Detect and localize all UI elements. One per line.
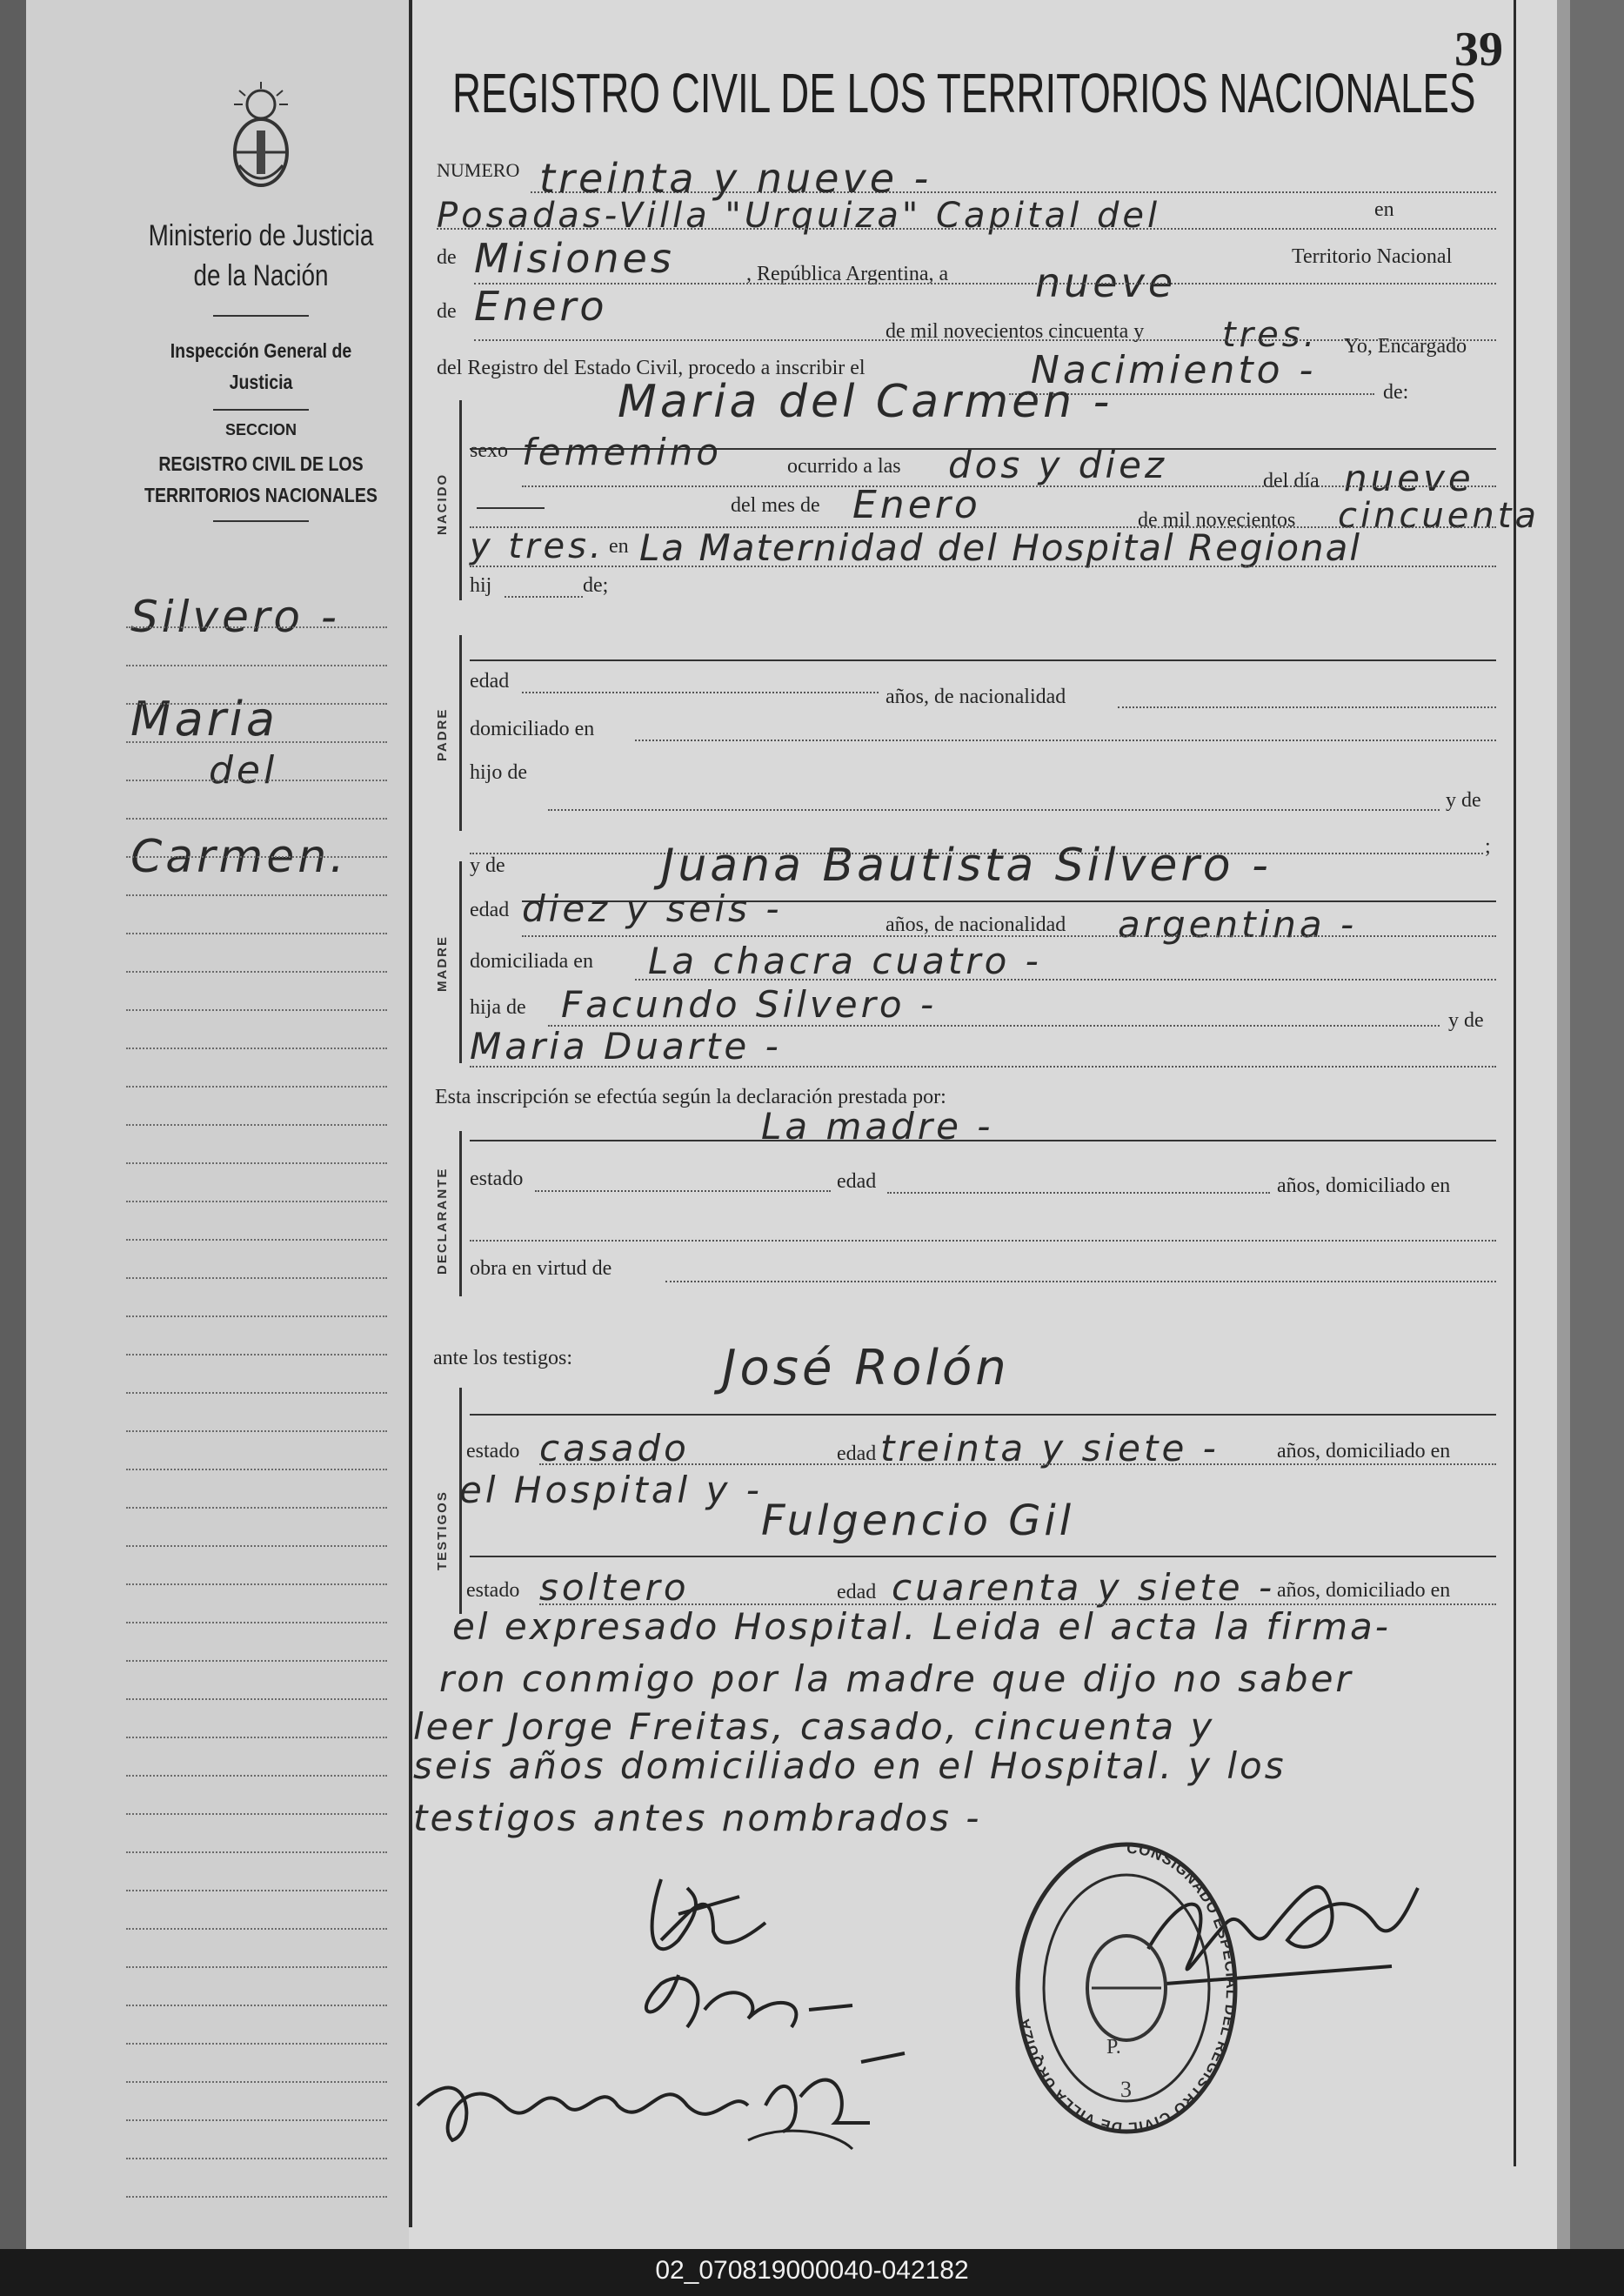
dotted-line	[635, 979, 1496, 981]
label-padre: PADRE	[435, 707, 450, 761]
note-line: ron conmigo por la madre que dijo no saber	[439, 1657, 1353, 1700]
section-bracket	[459, 400, 462, 600]
divider	[213, 409, 309, 411]
margin-ruled-line	[126, 1469, 387, 1470]
dotted-line	[470, 1066, 1496, 1068]
field-dia: nueve	[1035, 259, 1177, 306]
field-anio-nac-b: y tres.	[470, 526, 605, 566]
margin-ruled-line	[126, 1124, 387, 1126]
margin-ruled-line	[126, 894, 387, 896]
dotted-line	[635, 740, 1496, 741]
label-de-mil: de mil novecientos cincuenta y	[886, 320, 1145, 343]
label-en: en	[609, 535, 629, 558]
margin-ruled-line	[126, 933, 387, 934]
margin-ruled-line	[126, 1392, 387, 1394]
label-edad: edad	[837, 1581, 877, 1603]
field-anio: tres.	[1222, 315, 1319, 355]
margin-name: Maria	[130, 692, 278, 746]
field-madre-padre: Facundo Silvero -	[561, 983, 938, 1026]
field-testigo1-domicilio: el Hospital y -	[459, 1469, 763, 1511]
label-de-mil2: de mil novecientos	[1138, 509, 1296, 532]
label-anos-dom: años, domiciliado en	[1277, 1175, 1451, 1197]
binding-right	[1570, 0, 1624, 2249]
margin-ruled-line	[126, 856, 387, 858]
margin-ruled-line	[126, 1813, 387, 1815]
label-en: en	[1374, 198, 1394, 221]
field-acto: Nacimiento -	[1031, 348, 1317, 392]
label-anos-dom: años, domiciliado en	[1277, 1440, 1451, 1463]
label-hij: hij	[470, 574, 492, 597]
margin-ruled-line	[126, 1660, 387, 1662]
signatures	[400, 1844, 1009, 2175]
margin-ruled-line	[126, 2081, 387, 2083]
label-sexo: sexo	[470, 439, 508, 462]
section-name: REGISTRO CIVIL DE LOS TERRITORIOS NACIONALES	[144, 452, 378, 506]
dotted-line	[474, 283, 1496, 284]
field-lugar-nac: La Maternidad del Hospital Regional	[639, 526, 1362, 569]
margin-ruled-line	[126, 1775, 387, 1777]
margin-ruled-line	[126, 1086, 387, 1088]
coat-of-arms-icon	[222, 78, 300, 191]
label-madre: MADRE	[435, 935, 450, 992]
label-yo: Yo, Encargado	[1344, 335, 1467, 358]
binding-left	[0, 0, 26, 2249]
field-madre-domicilio: La chacra cuatro -	[648, 940, 1042, 982]
solid-line	[470, 1556, 1496, 1557]
label-de: de	[437, 300, 457, 323]
ministry-name: Ministerio de Justicia de la Nación	[148, 219, 374, 292]
label-domiciliada: domiciliada en	[470, 950, 593, 973]
page-number: 39	[1454, 23, 1503, 77]
margin-ruled-line	[126, 1048, 387, 1049]
margin-ruled-line	[126, 971, 387, 973]
official-seal	[1009, 1836, 1244, 2140]
seal-text: CONSIGNADO ESPECIAL DEL REGISTRO CIVIL DE VILLA URQUIZA	[1015, 1839, 1240, 2137]
label-y-de3: y de	[1448, 1009, 1484, 1032]
label-hija-de: hija de	[470, 996, 526, 1019]
field-declarante: La madre -	[761, 1105, 994, 1148]
margin-ruled-line	[126, 780, 387, 781]
margin-ruled-line	[126, 2005, 387, 2006]
dotted-line	[887, 1192, 1270, 1194]
field-mes-nac: Enero	[852, 483, 981, 527]
field-anio-nac: cincuenta	[1338, 496, 1540, 536]
margin-ruled-line	[126, 1201, 387, 1202]
margin-ruled-line	[126, 2043, 387, 2045]
field-madre-nombre: Juana Bautista Silvero -	[661, 840, 1272, 892]
label-nacido: NACIDO	[435, 472, 450, 535]
label-anos-dom: años, domiciliado en	[1277, 1579, 1451, 1602]
dotted-line	[535, 1190, 831, 1192]
label-testigos: TESTIGOS	[435, 1490, 450, 1570]
margin-name: Carmen.	[130, 831, 348, 883]
margin-ruled-line	[126, 665, 387, 666]
margin-ruled-line	[126, 1239, 387, 1241]
field-mes: Enero	[474, 283, 608, 330]
section-bracket	[459, 861, 462, 1063]
label-estado: estado	[466, 1579, 520, 1602]
field-testigo1-estado: casado	[539, 1427, 690, 1469]
label-estado: estado	[466, 1440, 520, 1463]
margin-ruled-line	[126, 1430, 387, 1432]
field-lugar: Posadas-Villa "Urquiza" Capital del	[437, 196, 1161, 236]
dotted-line	[437, 228, 1496, 230]
dash-line	[477, 507, 545, 509]
field-madre-madre: Maria Duarte -	[470, 1025, 782, 1068]
solid-line	[470, 1414, 1496, 1416]
margin-surname: Silvero -	[130, 592, 340, 642]
label-anos-nac: años, de nacionalidad	[886, 914, 1066, 936]
margin-ruled-line	[126, 1315, 387, 1317]
label-edad: edad	[837, 1170, 877, 1193]
dotted-line	[470, 566, 1496, 567]
margin-ruled-line	[126, 1277, 387, 1279]
field-madre-nacionalidad: argentina -	[1118, 903, 1358, 946]
section-bracket	[459, 635, 462, 831]
field-numero: treinta y nueve -	[539, 155, 932, 202]
scan-footer	[0, 2249, 1624, 2296]
dotted-line	[522, 692, 879, 693]
page-title: REGISTRO CIVIL DE LOS TERRITORIOS NACIONALES	[452, 62, 1476, 124]
field-testigo1: José Rolón	[722, 1340, 1010, 1396]
note-line: seis años domiciliado en el Hospital. y los	[413, 1744, 1287, 1787]
field-testigo2-edad: cuarenta y siete -	[892, 1566, 1276, 1609]
margin-ruled-line	[126, 1622, 387, 1623]
label-de-semicolon: de;	[583, 574, 609, 597]
label-domiciliado: domiciliado en	[470, 718, 595, 740]
margin-ruled-line	[126, 1851, 387, 1853]
dotted-line	[522, 935, 1496, 937]
label-edad: edad	[470, 670, 510, 693]
label-de-colon: de:	[1383, 381, 1409, 404]
field-sexo: femenino	[522, 431, 722, 473]
label-y-de2: y de	[470, 854, 505, 877]
field-hora: dos y diez	[948, 444, 1168, 486]
margin-ruled-line	[126, 1009, 387, 1011]
label-estado: estado	[470, 1168, 524, 1190]
section-heading: SECCION	[224, 421, 297, 438]
right-rule	[1514, 0, 1516, 2166]
semicolon: ;	[1485, 835, 1491, 858]
divider	[213, 315, 309, 317]
margin-ruled-line	[126, 626, 387, 628]
dotted-line	[505, 596, 583, 598]
label-del-dia: del día	[1263, 470, 1320, 492]
margin-ruled-line	[126, 703, 387, 705]
margin-ruled-line	[126, 1354, 387, 1356]
label-edad: edad	[837, 1443, 877, 1465]
margin-ruled-line	[126, 2119, 387, 2121]
margin-ruled-line	[126, 818, 387, 820]
label-hijo-de: hijo de	[470, 761, 527, 784]
inspection-name: Inspección General de Justicia	[170, 339, 352, 393]
page-edge	[1557, 0, 1570, 2249]
label-y-de: y de	[1446, 789, 1481, 812]
margin-ruled-line	[126, 2158, 387, 2159]
solid-line	[470, 659, 1496, 661]
label-del-registro: del Registro del Estado Civil, procedo a inscribir el	[437, 357, 865, 379]
label-numero: NUMERO	[437, 159, 520, 181]
label-de: de	[437, 246, 457, 269]
label-inscripcion: Esta inscripción se efectúa según la declaración prestada por:	[435, 1086, 946, 1108]
field-testigo2-estado: soltero	[539, 1566, 690, 1609]
margin-name: del	[209, 748, 278, 793]
label-ante: ante los testigos:	[433, 1347, 572, 1369]
margin-ruled-line	[126, 1737, 387, 1738]
margin-ruled-line	[126, 2196, 387, 2198]
field-nombre: Maria del Carmen -	[618, 376, 1113, 428]
solid-line	[470, 1140, 1496, 1141]
margin-ruled-line	[126, 1928, 387, 1930]
margin-ruled-line	[126, 1545, 387, 1547]
dotted-line	[548, 809, 1440, 811]
section-bracket	[459, 1131, 462, 1296]
label-del-mes: del mes de	[731, 494, 820, 517]
dotted-line	[539, 1463, 1496, 1465]
label-ocurrido: ocurrido a las	[787, 455, 901, 478]
margin-ruled-line	[126, 1890, 387, 1891]
margin-ruled-line	[126, 1966, 387, 1968]
dotted-line	[665, 1281, 1496, 1282]
scan-code: 02_070819000040-042182	[655, 2256, 969, 2285]
label-declarante: DECLARANTE	[435, 1167, 450, 1275]
margin-ruled-line	[126, 1162, 387, 1164]
seal-bottom-text: 3	[1120, 2077, 1132, 2102]
note-line: testigos antes nombrados -	[413, 1797, 982, 1839]
dotted-line	[522, 485, 1496, 487]
field-territorio: Misiones	[474, 235, 675, 282]
dotted-line	[474, 339, 1496, 341]
note-line: el expresado Hospital. Leida el acta la firma-	[452, 1605, 1391, 1648]
margin-ruled-line	[126, 741, 387, 743]
label-republica: , República Argentina, a	[746, 263, 949, 285]
margin-ruled-line	[126, 1698, 387, 1700]
label-obra: obra en virtud de	[470, 1257, 612, 1280]
margin-ruled-line	[126, 1507, 387, 1509]
note-line: leer Jorge Freitas, casado, cincuenta y	[413, 1705, 1215, 1748]
label-territorio: Territorio Nacional	[1292, 245, 1453, 268]
divider	[213, 520, 309, 522]
field-madre-edad: diez y seis -	[522, 887, 783, 930]
label-anos-nac: años, de nacionalidad	[886, 686, 1066, 708]
field-testigo2: Fulgencio Gil	[761, 1496, 1075, 1545]
field-dia-nac: nueve	[1344, 457, 1474, 499]
field-testigo1-edad: treinta y siete -	[880, 1427, 1220, 1469]
label-edad: edad	[470, 899, 510, 921]
dotted-line	[470, 1240, 1496, 1242]
margin-ruled-line	[126, 1583, 387, 1585]
seal-center-text: P.	[1106, 2036, 1121, 2058]
dotted-line	[1118, 706, 1496, 708]
